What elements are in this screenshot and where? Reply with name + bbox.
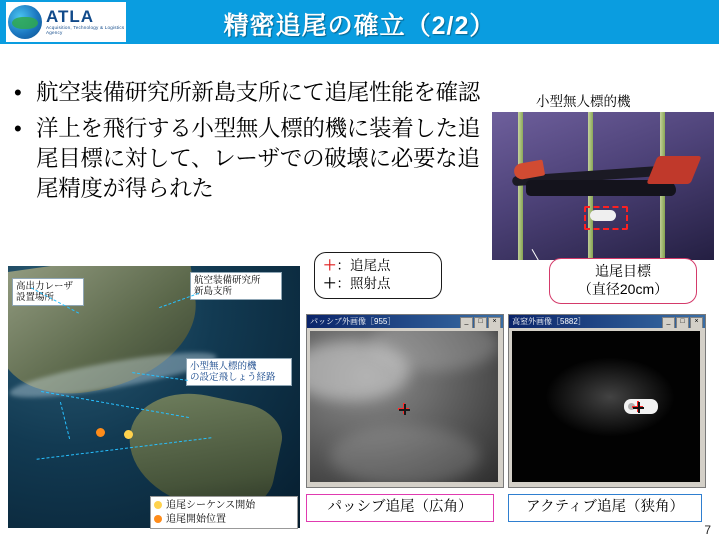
globe-icon bbox=[8, 5, 42, 39]
map-label-route-line1: 小型無人標的機 bbox=[190, 361, 257, 372]
legend-label-sequence-start: 追尾シーケンス開始 bbox=[166, 500, 256, 511]
passive-video-window[interactable] bbox=[306, 314, 504, 488]
callout-line-2: （直径20cm） bbox=[577, 280, 669, 297]
active-window-titlebar[interactable] bbox=[509, 315, 705, 328]
logo-sub-text: Acquisition, Technology & Logistics Agency bbox=[46, 25, 125, 35]
map-label-laser-line1: 高出力レーザ bbox=[16, 281, 74, 292]
bullet-item bbox=[14, 78, 482, 108]
map-legend-row bbox=[154, 513, 294, 527]
passive-window-title: パッシブ外画像［955］ bbox=[310, 317, 396, 326]
atla-logo bbox=[6, 2, 126, 42]
minimize-button[interactable]: _ bbox=[460, 317, 473, 329]
uav-photo bbox=[492, 112, 714, 260]
irradiation-point-marker: ＋ bbox=[323, 276, 337, 292]
legend-swatch-sequence-start bbox=[154, 501, 162, 509]
active-tracking-label: アクティブ追尾（狭角） bbox=[508, 494, 702, 522]
map-label-site-line1: 航空装備研究所 bbox=[194, 275, 261, 286]
active-video-canvas bbox=[512, 331, 700, 482]
active-window-buttons bbox=[662, 317, 703, 329]
callout-line-1: 追尾目標 bbox=[595, 263, 651, 279]
map-label-laser-line2: 設置場所 bbox=[16, 292, 55, 304]
bullet-text: 航空装備研究所新島支所にて追尾性能を確認 bbox=[36, 80, 481, 105]
bullet-text: 洋上を飛行する小型無人標的機に装着した追尾目標に対して、レーザでの破壊に必要な追尾精度が得られた bbox=[36, 116, 481, 201]
passive-window-buttons bbox=[460, 317, 501, 329]
passive-video-canvas bbox=[310, 331, 498, 482]
uav-photo-caption: 小型無人標的機 bbox=[536, 94, 631, 109]
maximize-button[interactable]: □ bbox=[676, 317, 689, 329]
map-label-research-site bbox=[190, 272, 282, 300]
thermal-glow bbox=[545, 357, 675, 437]
irradiation-point-label: ：照射点 bbox=[336, 276, 391, 292]
close-button[interactable]: × bbox=[690, 317, 703, 329]
page-title: 精密追尾の確立（2/2） bbox=[223, 12, 496, 40]
page-number: 7 bbox=[704, 523, 711, 537]
passive-window-titlebar[interactable] bbox=[307, 315, 503, 328]
tracking-target-highlight bbox=[584, 206, 628, 230]
bullet-item bbox=[14, 114, 482, 204]
tracking-point-marker: ＋ bbox=[323, 258, 337, 273]
logo-text bbox=[46, 8, 126, 35]
support-pole bbox=[518, 112, 523, 260]
active-window-title: 高窒外画像［5882］ bbox=[512, 317, 586, 326]
map-legend-row bbox=[154, 499, 294, 513]
map-legend bbox=[150, 496, 298, 529]
active-video-window[interactable] bbox=[508, 314, 706, 488]
map-label-flight-route bbox=[186, 358, 292, 386]
logo-main-text: ATLA bbox=[46, 7, 95, 27]
bullet-list bbox=[14, 78, 482, 210]
legend-label-tracking-start: 追尾開始位置 bbox=[166, 513, 226, 525]
map-label-route-line2: の設定飛しょう経路 bbox=[190, 372, 276, 384]
map-label-site-line2: 新島支所 bbox=[194, 286, 233, 298]
irradiation-point-cross bbox=[633, 402, 644, 413]
bullet-marker: • bbox=[14, 116, 22, 141]
irradiation-point-cross bbox=[399, 404, 410, 415]
cloud-blob bbox=[330, 426, 480, 482]
bullet-marker: • bbox=[14, 80, 22, 105]
legend-row-tracking bbox=[323, 257, 435, 275]
map-marker-tracking-start bbox=[96, 428, 105, 437]
tracking-target-callout bbox=[549, 258, 697, 304]
passive-tracking-label: パッシブ追尾（広角） bbox=[306, 494, 494, 522]
marker-legend bbox=[314, 252, 442, 299]
tracking-point-label: ：追尾点 bbox=[336, 258, 391, 273]
map-marker-sequence-start bbox=[124, 430, 133, 439]
map-label-laser-site bbox=[12, 278, 84, 306]
maximize-button[interactable]: □ bbox=[474, 317, 487, 329]
legend-row-irradiation bbox=[323, 275, 435, 293]
minimize-button[interactable]: _ bbox=[662, 317, 675, 329]
close-button[interactable]: × bbox=[488, 317, 501, 329]
legend-swatch-tracking-start bbox=[154, 515, 162, 523]
